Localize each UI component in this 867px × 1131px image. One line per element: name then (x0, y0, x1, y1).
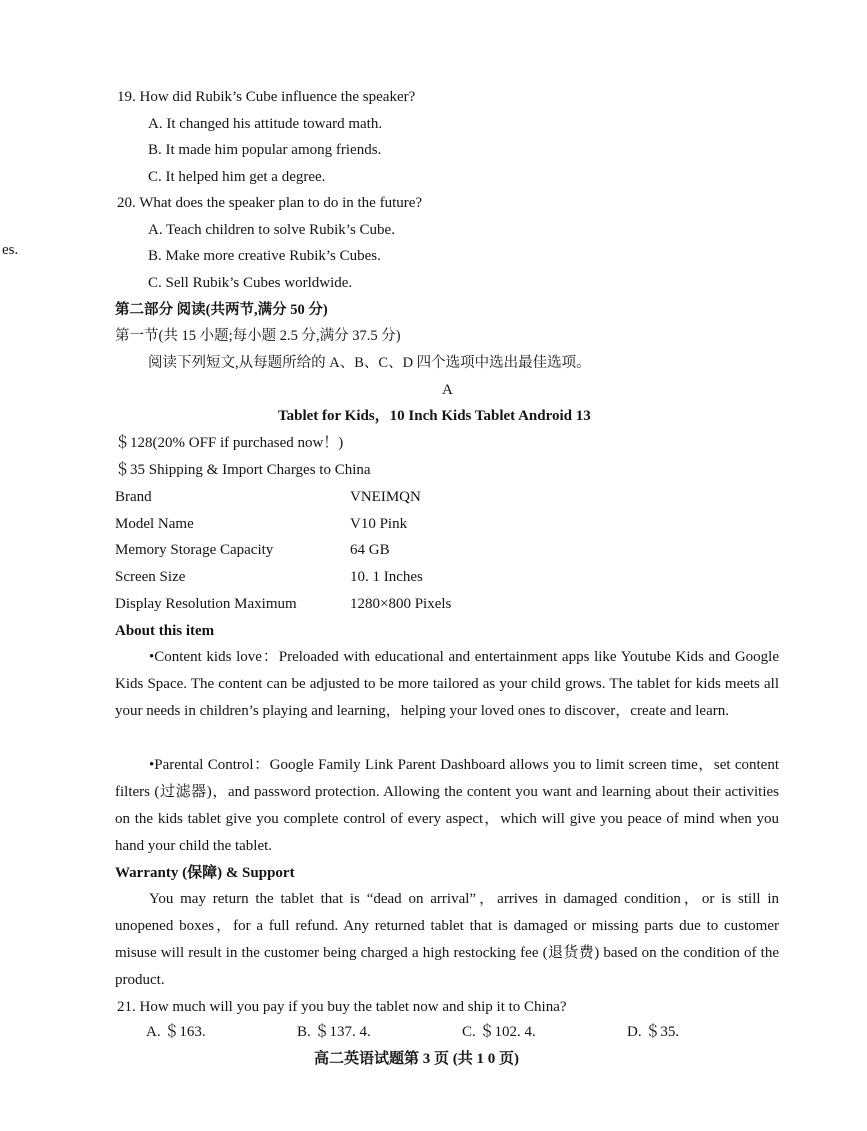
about-heading: About this item (115, 623, 215, 639)
spec-label: Screen Size (115, 569, 186, 585)
passage-letter: A (442, 382, 453, 398)
option-d: D. ＄35. (627, 1024, 680, 1040)
spec-label: Model Name (115, 516, 194, 532)
option-b: B. Make more creative Rubik’s Cubes. (148, 248, 381, 264)
shipping-line: ＄35 Shipping & Import Charges to China (115, 462, 371, 478)
question-stem: 19. How did Rubik’s Cube influence the speaker? (117, 89, 416, 105)
option-a: A. Teach children to solve Rubik’s Cube. (148, 222, 395, 238)
option-a: A. ＄163. (146, 1024, 206, 1040)
spec-value: VNEIMQN (350, 489, 421, 505)
option-c: C. ＄102. 4. (462, 1024, 536, 1040)
option-c: C. It helped him get a degree. (148, 169, 326, 185)
parental-control-paragraph: •Parental Control：Google Family Link Parent Dashboard allows you to limit screen time，set content filters (过滤器)，and password protection. Allowing the content you want and learning about their activities on the kids tablet give you complete control of every aspect，which will give you peace of mind when you hand your child the tablet. (115, 757, 779, 854)
option-a: A. It changed his attitude toward math. (148, 116, 383, 132)
spec-label: Brand (115, 489, 152, 505)
option-c: C. Sell Rubik’s Cubes worldwide. (148, 275, 353, 291)
spec-label: Display Resolution Maximum (115, 596, 297, 612)
part2-heading: 第二部分 阅读(共两节,满分 50 分) (115, 302, 328, 318)
option-b: B. ＄137. 4. (297, 1024, 371, 1040)
content-paragraph: •Content kids love：Preloaded with educational and entertainment apps like Youtube Kids and Google Kids Space. The content can be adjusted to be more tailored as your child grows. The tablet for kids meets all your needs in children’s playing and learning，helping your loved ones to discover，create and learn. (115, 649, 779, 719)
reading-instruction: 阅读下列短文,从每题所给的 A、B、C、D 四个选项中选出最佳选项。 (148, 355, 591, 371)
section1-heading: 第一节(共 15 小题;每小题 2.5 分,满分 37.5 分) (115, 328, 401, 344)
option-b: B. It made him popular among friends. (148, 142, 382, 158)
question-stem: 21. How much will you pay if you buy the tablet now and ship it to China? (117, 999, 567, 1015)
spec-value: 10. 1 Inches (350, 569, 423, 585)
spec-value: V10 Pink (350, 516, 408, 532)
price-line: ＄128(20% OFF if purchased now！) (115, 435, 344, 451)
question-stem: 20. What does the speaker plan to do in the future? (117, 195, 423, 211)
edge-text-fragment: es. (2, 242, 19, 258)
spec-label: Memory Storage Capacity (115, 542, 274, 558)
page-footer: 高二英语试题第 3 页 (共 1 0 页) (314, 1051, 519, 1067)
warranty-paragraph: You may return the tablet that is “dead on arrival”，arrives in damaged condition，or is still in unopened boxes，for a full refund. Any returned tablet that is damaged or missing parts due to customer misuse will result in the customer being charged a high restocking fee (退货费) based on the condition of the product. (115, 891, 779, 988)
spec-value: 64 GB (350, 542, 390, 558)
spec-value: 1280×800 Pixels (350, 596, 452, 612)
warranty-heading: Warranty (保障) & Support (115, 865, 295, 881)
product-title: Tablet for Kids，10 Inch Kids Tablet Android 13 (278, 408, 591, 424)
